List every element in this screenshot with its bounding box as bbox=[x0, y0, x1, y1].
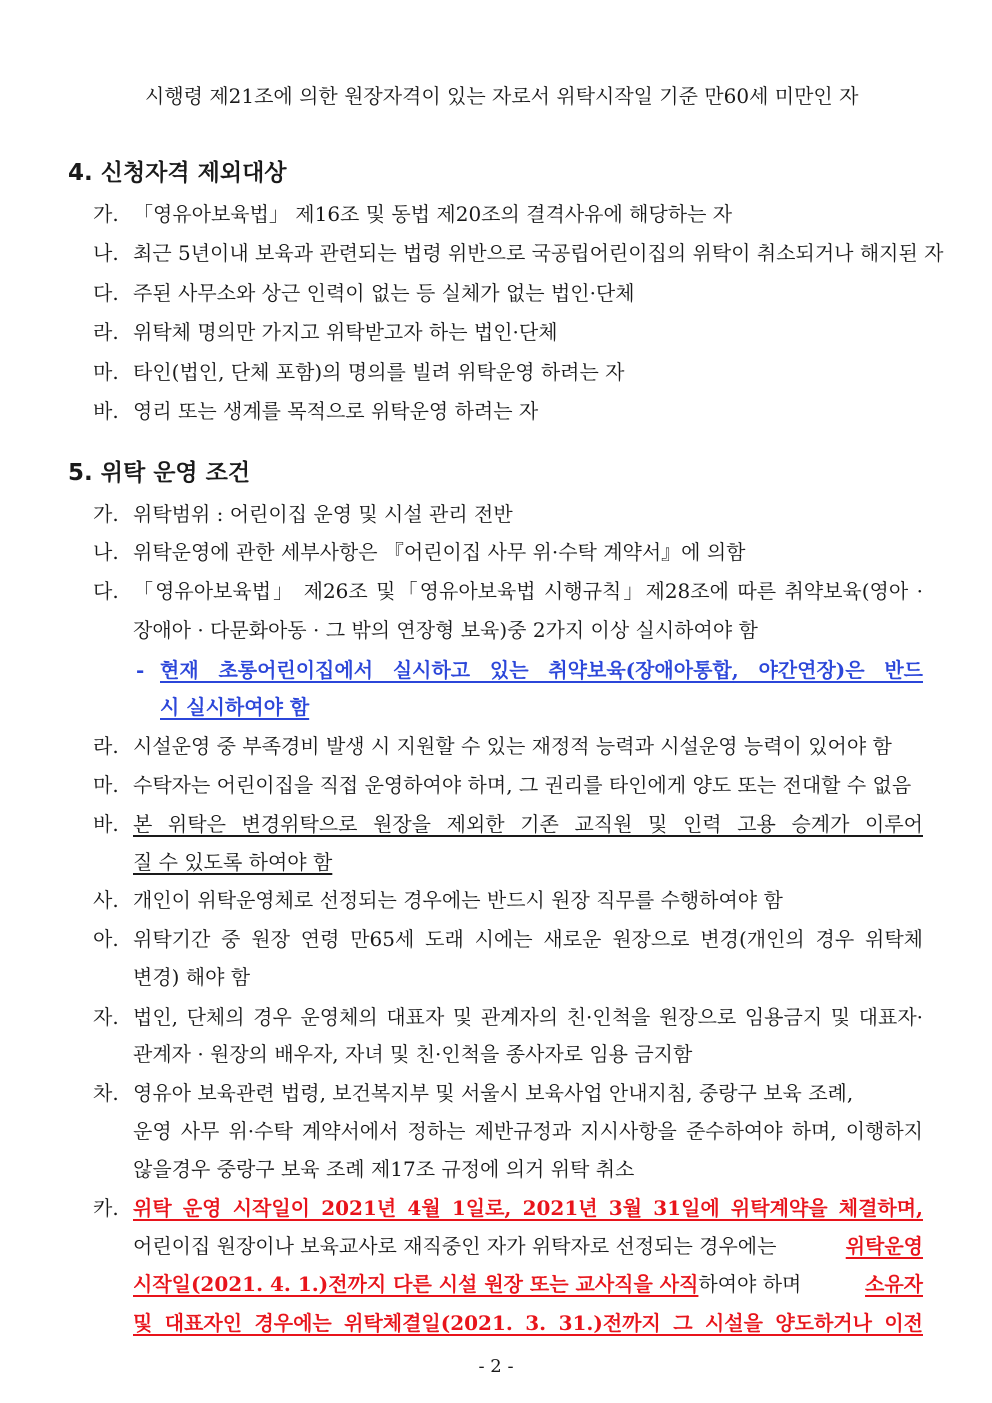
section-4-item-ma bbox=[93, 359, 625, 385]
item-marker: 나. bbox=[93, 540, 119, 564]
item-text: 「영유아보육법」 제16조 및 동법 제20조의 결격사유에 해당하는 자 bbox=[133, 202, 733, 226]
section-5-item-ja-line2: 관계자 · 원장의 배우자, 자녀 및 친·인척을 종사자로 임용 금지함 bbox=[133, 1042, 693, 1066]
item-text: 위탁체 명의만 가지고 위탁받고자 하는 법인·단체 bbox=[133, 320, 558, 344]
item-text: 위탁운영에 관한 세부사항은 『어린이집 사무 위·수탁 계약서』에 의함 bbox=[133, 540, 746, 564]
item-text-emphasis: 시작일(2021. 4. 1.)전까지 다른 시설 원장 또는 교사직을 사직 bbox=[133, 1272, 699, 1296]
item-text: 영리 또는 생계를 목적으로 위탁운영 하려는 자 bbox=[133, 399, 539, 423]
section-5-item-a-marker: 아. bbox=[93, 927, 119, 951]
item-marker: 가. bbox=[93, 202, 119, 226]
section-4-item-ba bbox=[93, 398, 538, 424]
item-text-emphasis: 위탁운영 bbox=[845, 1234, 923, 1258]
section-5-item-ra bbox=[93, 733, 892, 759]
item-text: 개인이 위탁운영체로 선정되는 경우에는 반드시 원장 직무를 수행하여야 함 bbox=[133, 888, 783, 912]
section-5-item-cha-marker: 차. bbox=[93, 1081, 119, 1105]
section-5-item-a-line2: 변경) 해야 함 bbox=[133, 965, 251, 989]
section-5-item-ka-marker: 카. bbox=[93, 1196, 119, 1220]
section-5-item-ka-line2 bbox=[133, 1233, 923, 1259]
section-5-item-na bbox=[93, 539, 746, 565]
section-5-item-cha-line2: 운영 사무 위·수탁 계약서에서 정하는 제반규정과 지시사항을 준수하여야 하며, 이행하지 bbox=[133, 1119, 923, 1143]
section-5-item-ga bbox=[93, 501, 513, 527]
item-marker: 바. bbox=[93, 399, 119, 423]
item-marker: 라. bbox=[93, 320, 119, 344]
item-text: 타인(법인, 단체 포함)의 명의를 빌려 위탁운영 하려는 자 bbox=[133, 360, 625, 384]
section-5-title: 5. 위탁 운영 조건 bbox=[68, 460, 251, 486]
item-text: 주된 사무소와 상근 인력이 없는 등 실체가 없는 법인·단체 bbox=[133, 281, 635, 305]
section-5-item-ka-line4: 및 대표자인 경우에는 위탁체결일(2021. 3. 31.)전까지 그 시설을 양도하거나 이전 bbox=[133, 1311, 923, 1335]
section-5-item-a-line1: 위탁기간 중 원장 연령 만65세 도래 시에는 새로운 원장으로 변경(개인의 경우 위탁체 bbox=[133, 927, 923, 951]
item-marker: 마. bbox=[93, 360, 119, 384]
item-marker: 마. bbox=[93, 773, 119, 797]
item-text-emphasis: 소유자 bbox=[865, 1272, 923, 1296]
section-5-item-da-line1: 「영유아보육법」 제26조 및「영유아보육법 시행규칙」제28조에 따른 취약보육(영아 · bbox=[133, 579, 923, 603]
section-5-item-ka-line3 bbox=[133, 1271, 923, 1297]
section-5-item-da-sub-line2: 시 실시하여야 함 bbox=[160, 695, 310, 719]
item-text: 시설운영 중 부족경비 발생 시 지원할 수 있는 재정적 능력과 시설운영 능력이 있어야 함 bbox=[133, 734, 892, 758]
item-text: 하여야 하며 bbox=[698, 1272, 802, 1296]
section-4-item-ga bbox=[93, 201, 732, 227]
section-5-item-da-sub-dash: - bbox=[136, 658, 145, 682]
section-4-item-da bbox=[93, 280, 635, 306]
section-5-item-ka-line1: 위탁 운영 시작일이 2021년 4월 1일로, 2021년 3월 31일에 위탁계약을 체결하며, bbox=[133, 1196, 923, 1220]
section-5-item-cha-line3: 않을경우 중랑구 보육 조례 제17조 규정에 의거 위탁 취소 bbox=[133, 1157, 635, 1181]
section-5-item-ba-marker: 바. bbox=[93, 812, 119, 836]
section-5-item-ba-line1: 본 위탁은 변경위탁으로 원장을 제외한 기존 교직원 및 인력 고용 승계가 이루어 bbox=[133, 812, 923, 836]
item-marker: 라. bbox=[93, 734, 119, 758]
section-5-item-sa bbox=[93, 887, 783, 913]
page-number: - 2 - bbox=[478, 1356, 514, 1377]
section-5-item-cha-line1: 영유아 보육관련 법령, 보건복지부 및 서울시 보육사업 안내지침, 중랑구 보육 조례, bbox=[133, 1081, 854, 1105]
section-5-item-ja-marker: 자. bbox=[93, 1005, 119, 1029]
section-4-title: 4. 신청자격 제외대상 bbox=[68, 160, 287, 186]
continuation-line: 시행령 제21조에 의한 원장자격이 있는 자로서 위탁시작일 기준 만60세 미만인 자 bbox=[145, 84, 859, 108]
section-5-item-ma bbox=[93, 772, 911, 798]
section-5-item-da-sub-line1: 현재 초롱어린이집에서 실시하고 있는 취약보육(장애아통합, 야간연장)은 반드 bbox=[160, 658, 923, 682]
section-4-item-na bbox=[93, 240, 943, 266]
section-5-item-ba-line2: 질 수 있도록 하여야 함 bbox=[133, 850, 333, 874]
section-5-item-ja-line1: 법인, 단체의 경우 운영체의 대표자 및 관계자의 친·인척을 원장으로 임용금지 및 대표자· bbox=[133, 1005, 923, 1029]
item-text: 수탁자는 어린이집을 직접 운영하여야 하며, 그 권리를 타인에게 양도 또는 전대할 수 없음 bbox=[133, 773, 912, 797]
item-text: 위탁범위 : 어린이집 운영 및 시설 관리 전반 bbox=[133, 502, 513, 526]
item-text: 최근 5년이내 보육과 관련되는 법령 위반으로 국공립어린이집의 위탁이 취소되거나 해지된 자 bbox=[133, 241, 944, 265]
section-5-item-da-line2: 장애아 · 다문화아동 · 그 밖의 연장형 보육)중 2가지 이상 실시하여야 함 bbox=[133, 618, 758, 642]
section-5-item-da-marker: 다. bbox=[93, 579, 119, 603]
item-text: 어린이집 원장이나 보육교사로 재직중인 자가 위탁자로 선정되는 경우에는 bbox=[133, 1234, 777, 1258]
item-marker: 가. bbox=[93, 502, 119, 526]
section-4-item-ra bbox=[93, 319, 558, 345]
item-marker: 사. bbox=[93, 888, 119, 912]
item-marker: 나. bbox=[93, 241, 119, 265]
item-marker: 다. bbox=[93, 281, 119, 305]
